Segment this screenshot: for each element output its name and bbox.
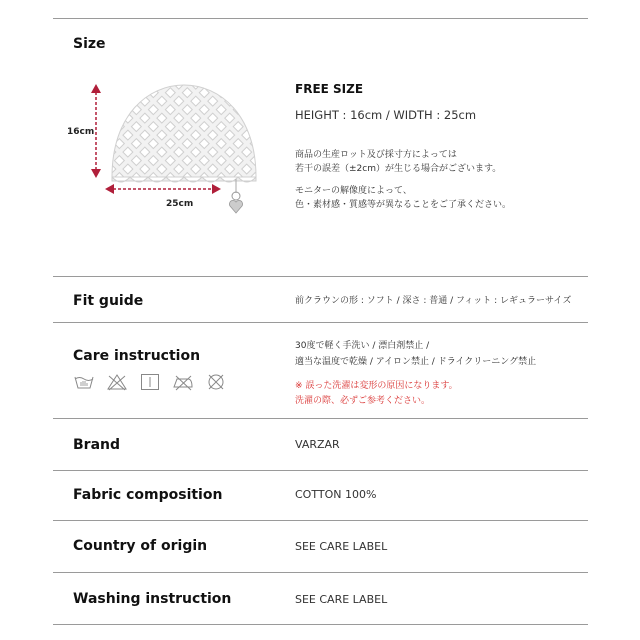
washing-value: SEE CARE LABEL: [295, 593, 388, 606]
no-bleach-icon: [106, 373, 128, 391]
divider-care: [53, 418, 588, 419]
origin-heading: Country of origin: [73, 538, 208, 554]
bottom-divider: [53, 624, 588, 625]
size-note-2a: モニターの解像度によって、: [295, 186, 412, 196]
fit-guide-heading: Fit guide: [73, 293, 144, 309]
size-note-1a: 商品の生産ロット及び採寸方によっては: [295, 150, 457, 160]
care-warning-2: 洗濯の際、必ずご参考ください。: [295, 396, 431, 406]
drip-dry-icon: [139, 373, 161, 391]
origin-value: SEE CARE LABEL: [295, 540, 388, 553]
beanie-illustration: [112, 85, 256, 177]
care-heading: Care instruction: [73, 348, 201, 364]
divider-origin: [53, 572, 588, 573]
heart-charm: [229, 200, 242, 213]
washing-heading: Washing instruction: [73, 591, 232, 607]
divider-fit: [53, 322, 588, 323]
no-iron-icon: [172, 373, 194, 391]
no-dry-clean-icon: [205, 373, 227, 391]
care-line-1: 30度で軽く手洗い / 漂白剤禁止 /: [295, 341, 430, 351]
brand-value: VARZAR: [295, 438, 340, 451]
care-line-2: 適当な温度で乾燥 / アイロン禁止 / ドライクリーニング禁止: [295, 357, 537, 367]
divider-brand: [53, 470, 588, 471]
divider-fabric: [53, 520, 588, 521]
size-heading: Size: [73, 36, 106, 52]
hand-wash-icon: [73, 373, 95, 391]
fabric-heading: Fabric composition: [73, 487, 223, 503]
top-divider: [53, 18, 588, 19]
free-size-title: FREE SIZE: [295, 82, 364, 96]
size-dimensions: HEIGHT : 16cm / WIDTH : 25cm: [295, 108, 477, 122]
brand-heading: Brand: [73, 437, 121, 453]
fabric-value: COTTON 100%: [295, 488, 377, 501]
width-label: 25cm: [166, 199, 194, 209]
height-label: 16cm: [67, 127, 95, 137]
beanie-size-diagram: [60, 75, 260, 215]
size-note-1b: 若干の誤差（±2cm）が生じる場合がございます。: [295, 164, 502, 174]
care-warning-1: ※ 誤った洗濯は変形の原因になります。: [295, 381, 458, 391]
beanie-brim: [112, 177, 256, 182]
divider-size: [53, 276, 588, 277]
care-icons: [73, 373, 227, 391]
fit-guide-value: 前クラウンの形 : ソフト / 深さ : 普通 / フィット : レギュラーサイズ: [295, 296, 572, 306]
size-note-2b: 色・素材感・質感等が異なることをご了承ください。: [295, 200, 512, 210]
